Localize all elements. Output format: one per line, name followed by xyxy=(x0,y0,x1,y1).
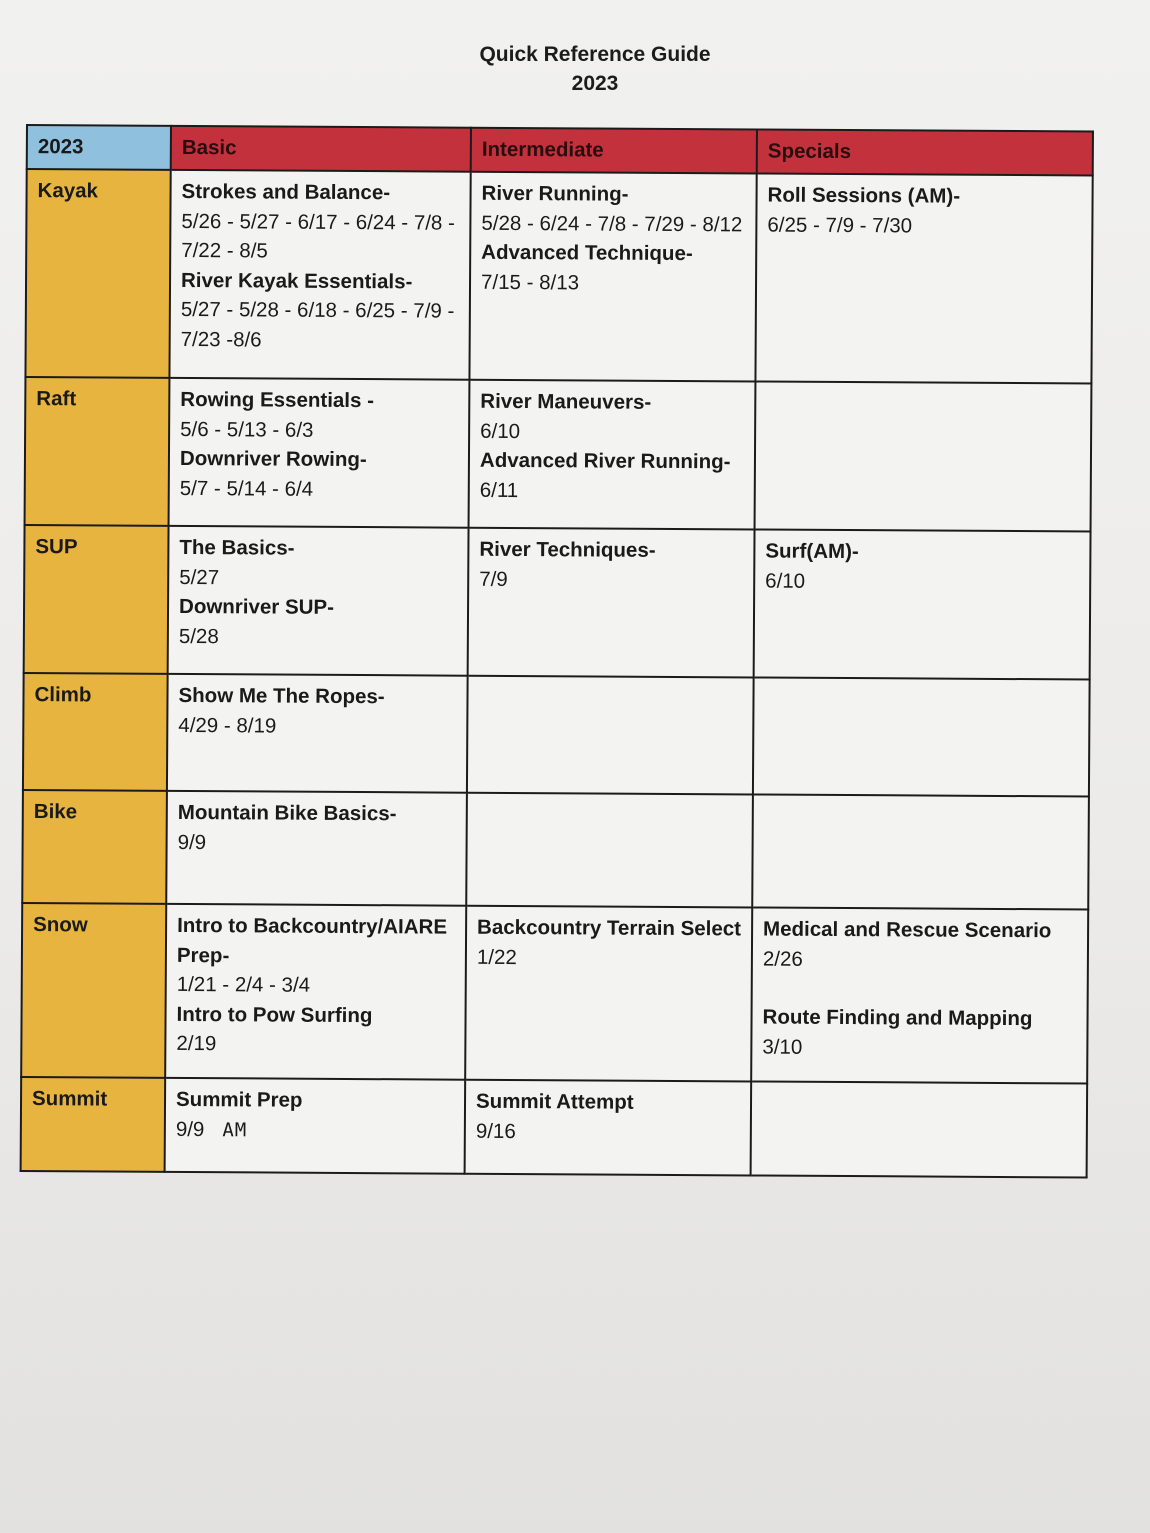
course-dates: 6/10 xyxy=(765,569,806,593)
activity-label: Climb xyxy=(23,673,168,791)
activity-label: Kayak xyxy=(25,169,170,378)
course-dates: 7/9 xyxy=(479,567,508,591)
course-dates: 5/26 - 5/27 - 6/17 - 6/24 - 7/8 - 7/22 - 8/5 xyxy=(181,209,455,263)
course-name: Downriver SUP- xyxy=(178,594,335,619)
basic-cell xyxy=(169,170,470,380)
course-name: Downriver Rowing- xyxy=(179,446,367,472)
course-name: Show Me The Ropes- xyxy=(178,683,385,709)
activity-label: Raft xyxy=(25,377,170,526)
course-dates: 2/26 xyxy=(762,947,803,971)
course-dates: 7/15 - 8/13 xyxy=(480,270,580,294)
course-dates: 1/21 - 2/4 - 3/4 xyxy=(176,972,311,997)
course-name: Strokes and Balance- xyxy=(181,179,391,205)
course-name: River Techniques- xyxy=(479,537,656,562)
intermediate-cell xyxy=(465,906,752,1082)
intermediate-cell xyxy=(469,172,756,382)
course-name: Route Finding and Mapping xyxy=(762,1005,1033,1031)
intermediate-cell xyxy=(469,380,756,530)
activity-label: Snow xyxy=(21,903,166,1078)
course-dates: 5/6 - 5/13 - 6/3 xyxy=(180,417,314,442)
intermediate-cell xyxy=(465,1080,752,1176)
course-name: River Running- xyxy=(481,181,629,206)
course-dates: 9/9 xyxy=(177,830,207,854)
course-dates: 3/10 xyxy=(762,1035,803,1059)
course-name: Mountain Bike Basics- xyxy=(177,800,397,826)
basic-cell xyxy=(165,1078,466,1174)
table-row xyxy=(21,903,1088,1084)
intermediate-cell xyxy=(467,676,754,795)
table-row xyxy=(25,377,1092,532)
corner-year-cell: 2023 xyxy=(27,125,171,170)
specials-cell xyxy=(753,677,1090,796)
activity-label: Bike xyxy=(22,790,167,904)
course-dates: 6/10 xyxy=(480,419,521,443)
specials-cell xyxy=(755,173,1092,383)
course-dates: 5/7 - 5/14 - 6/4 xyxy=(179,476,314,501)
activity-label: SUP xyxy=(24,525,169,674)
basic-cell xyxy=(168,526,469,676)
course-name: Roll Sessions (AM)- xyxy=(767,183,961,208)
course-name: Medical and Rescue Scenario xyxy=(763,917,1052,943)
table-row xyxy=(24,525,1091,680)
basic-cell xyxy=(165,904,466,1080)
table-row xyxy=(22,790,1089,910)
basic-cell xyxy=(166,791,467,906)
document-title: Quick Reference Guide xyxy=(479,43,711,66)
specials-cell xyxy=(751,1081,1088,1177)
course-name: River Kayak Essentials- xyxy=(180,268,413,293)
specials-cell xyxy=(752,794,1089,909)
course-dates: 4/29 - 8/19 xyxy=(178,713,277,738)
course-dates: 9/16 xyxy=(475,1119,516,1143)
course-dates: 6/25 - 7/9 - 7/30 xyxy=(767,213,913,237)
specials-cell xyxy=(755,381,1092,531)
course-dates: 6/11 xyxy=(479,478,519,502)
course-name: Advanced Technique- xyxy=(481,240,693,266)
course-name: Advanced River Running- xyxy=(479,448,731,474)
specials-cell xyxy=(751,907,1088,1083)
table-row xyxy=(25,169,1092,384)
course-dates: 1/22 xyxy=(476,945,517,969)
column-header-basic: Basic xyxy=(171,126,471,172)
course-name: Intro to Backcountry/AIARE Prep- xyxy=(176,913,448,967)
document-year: 2023 xyxy=(571,72,619,95)
table-row xyxy=(21,1077,1088,1178)
table-row xyxy=(23,673,1090,797)
course-name: River Maneuvers- xyxy=(480,389,652,414)
specials-cell xyxy=(754,529,1091,679)
course-dates: 5/28 xyxy=(178,624,219,648)
course-dates: 5/28 - 6/24 - 7/8 - 7/29 - 8/12 xyxy=(481,211,743,236)
course-name: Backcountry Terrain Select xyxy=(477,915,742,941)
course-dates: 5/27 xyxy=(179,565,220,589)
course-name: The Basics- xyxy=(179,535,295,560)
schedule-table xyxy=(20,124,1094,1179)
intermediate-cell xyxy=(468,528,755,678)
document-header xyxy=(0,40,1150,98)
intermediate-cell xyxy=(466,793,753,908)
table-header-row xyxy=(27,125,1093,176)
column-header-specials: Specials xyxy=(757,129,1093,175)
basic-cell xyxy=(169,378,470,528)
course-name: Intro to Pow Surfing xyxy=(176,1002,373,1027)
activity-label: Summit xyxy=(21,1077,166,1172)
course-dates: 9/9 xyxy=(175,1117,205,1141)
column-header-intermediate: Intermediate xyxy=(471,128,757,174)
handwritten-note: AM xyxy=(222,1118,248,1141)
course-dates: 5/27 - 5/28 - 6/18 - 6/25 - 7/9 - 7/23 -8/6 xyxy=(180,297,455,351)
line-spacer xyxy=(763,974,1077,1005)
course-name: Summit Attempt xyxy=(475,1089,634,1114)
course-name: Summit Prep xyxy=(175,1087,303,1112)
course-dates: 2/19 xyxy=(176,1031,217,1056)
course-name: Rowing Essentials - xyxy=(180,387,375,413)
course-dates-line xyxy=(176,1114,454,1146)
basic-cell xyxy=(167,674,468,793)
course-name: Surf(AM)- xyxy=(765,539,859,564)
